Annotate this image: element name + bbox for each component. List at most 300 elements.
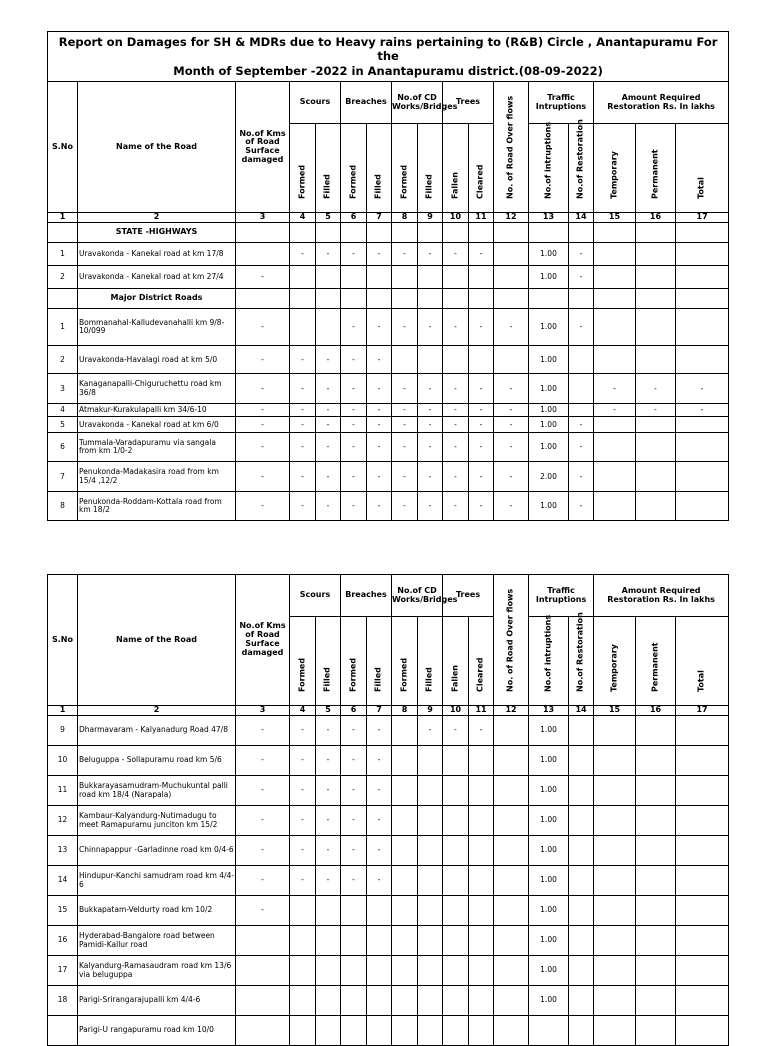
row-sno: 6	[48, 433, 78, 462]
row-damage-value: -	[469, 243, 494, 266]
row-permanent	[636, 926, 676, 956]
row-permanent	[636, 836, 676, 866]
header-trees-fallen	[443, 124, 469, 213]
row-damage-value	[341, 956, 367, 986]
report-title-line1: Report on Damages for SH & MDRs due to Heavy rains pertaining to (R&B) Circle , Anantapuramu For the	[58, 35, 718, 64]
row-road-name: Kalyandurg-Ramasaudram road km 13/6 via beluguppa	[78, 956, 236, 986]
row-kms-damaged	[236, 956, 290, 986]
row-damage-value: -	[316, 346, 341, 374]
header-road-overflows	[494, 575, 529, 706]
row-damage-value	[418, 836, 443, 866]
row-damage-value	[418, 266, 443, 289]
row-damage-value: -	[443, 374, 469, 404]
row-overflows	[494, 346, 529, 374]
row-permanent	[636, 1016, 676, 1046]
column-number: 13	[529, 706, 569, 716]
header-sno: S.No	[48, 575, 78, 706]
table-row	[48, 956, 729, 986]
row-total	[676, 986, 729, 1016]
row-damage-value: -	[469, 374, 494, 404]
row-damage-value: -	[443, 716, 469, 746]
row-damage-value: -	[443, 243, 469, 266]
table-row	[48, 462, 729, 492]
header-permanent	[636, 124, 676, 213]
table-row	[48, 866, 729, 896]
row-road-name: Kanaganapalli-Chiguruchettu road km 36/8	[78, 374, 236, 404]
row-road-name: Atmakur-Kurakulapalli km 34/6-10	[78, 404, 236, 417]
column-number: 11	[469, 213, 494, 223]
row-damage-value: -	[469, 462, 494, 492]
row-temporary	[594, 746, 636, 776]
column-number: 3	[236, 706, 290, 716]
row-permanent	[636, 806, 676, 836]
row-overflows: -	[494, 404, 529, 417]
row-total	[676, 243, 729, 266]
row-damage-value	[392, 716, 418, 746]
table-row	[48, 986, 729, 1016]
header-no-of-restoration	[569, 119, 594, 213]
row-total	[676, 776, 729, 806]
header-scours-filled	[316, 124, 341, 213]
section-spacer	[48, 289, 78, 309]
row-damage-value	[443, 746, 469, 776]
row-temporary	[594, 926, 636, 956]
row-road-name: Beluguppa - Sollapuramu road km 5/6	[78, 746, 236, 776]
row-damage-value	[418, 1016, 443, 1046]
header-permanent-label: Permanent	[650, 642, 660, 693]
row-damage-value	[290, 986, 316, 1016]
row-damage-value	[469, 776, 494, 806]
row-road-name: Parigi-U rangapuramu road km 10/0	[78, 1016, 236, 1046]
row-damage-value: -	[341, 836, 367, 866]
header-traffic-intruptions: Traffic Intruptions	[529, 575, 594, 617]
header-total	[676, 617, 729, 706]
row-intruptions: 1.00	[529, 866, 569, 896]
row-damage-value: -	[341, 243, 367, 266]
row-damage-value	[316, 956, 341, 986]
header-trees-fallen-label: Fallen	[450, 172, 460, 200]
row-damage-value: -	[316, 866, 341, 896]
row-total	[676, 462, 729, 492]
empty-cell	[529, 223, 569, 243]
header-cd-formed-label: Formed	[399, 658, 409, 693]
empty-cell	[569, 289, 594, 309]
row-damage-value: -	[316, 462, 341, 492]
row-kms-damaged	[236, 1016, 290, 1046]
row-sno: 14	[48, 866, 78, 896]
empty-cell	[290, 289, 316, 309]
header-breaches-filled-label: Filled	[373, 174, 383, 200]
row-overflows	[494, 836, 529, 866]
row-restoration	[569, 746, 594, 776]
header-temporary	[594, 617, 636, 706]
row-restoration	[569, 346, 594, 374]
header-no-of-restoration-label: No.of Restoration	[575, 612, 585, 693]
row-kms-damaged: -	[236, 266, 290, 289]
row-intruptions: 1.00	[529, 896, 569, 926]
row-temporary	[594, 866, 636, 896]
row-overflows	[494, 716, 529, 746]
row-damage-value: -	[290, 836, 316, 866]
row-damage-value: -	[290, 417, 316, 433]
report-title	[48, 32, 729, 82]
row-damage-value	[392, 986, 418, 1016]
row-restoration	[569, 986, 594, 1016]
row-damage-value	[316, 309, 341, 346]
header-permanent-label: Permanent	[650, 149, 660, 200]
column-number: 8	[392, 706, 418, 716]
row-sno: 11	[48, 776, 78, 806]
column-number: 13	[529, 213, 569, 223]
row-damage-value: -	[469, 716, 494, 746]
header-cd-filled	[418, 124, 443, 213]
header-traffic-intruptions: Traffic Intruptions	[529, 82, 594, 124]
row-temporary	[594, 492, 636, 521]
section-state-highways: STATE -HIGHWAYS	[78, 223, 236, 243]
row-total	[676, 866, 729, 896]
row-damage-value	[392, 746, 418, 776]
row-damage-value	[316, 1016, 341, 1046]
row-damage-value: -	[316, 776, 341, 806]
row-damage-value	[443, 346, 469, 374]
row-sno: 18	[48, 986, 78, 1016]
header-trees-fallen-label: Fallen	[450, 665, 460, 693]
empty-cell	[236, 223, 290, 243]
row-damage-value: -	[418, 492, 443, 521]
row-damage-value	[469, 806, 494, 836]
row-intruptions: 1.00	[529, 776, 569, 806]
row-damage-value	[469, 266, 494, 289]
header-breaches-formed-label: Formed	[348, 165, 358, 200]
table-row	[48, 243, 729, 266]
row-road-name: Kambaur-Kalyandurg-Nutimadugu to meet Ramapuramu junciton km 15/2	[78, 806, 236, 836]
row-sno: 16	[48, 926, 78, 956]
row-damage-value: -	[443, 462, 469, 492]
header-no-of-restoration	[569, 612, 594, 706]
row-damage-value: -	[418, 243, 443, 266]
row-temporary	[594, 896, 636, 926]
row-sno: 7	[48, 462, 78, 492]
row-total	[676, 266, 729, 289]
row-sno: 12	[48, 806, 78, 836]
row-damage-value: -	[367, 746, 392, 776]
row-damage-value: -	[316, 806, 341, 836]
row-road-name: Chinnapappur -Garladinne road km 0/4-6	[78, 836, 236, 866]
row-damage-value: -	[316, 433, 341, 462]
row-permanent	[636, 309, 676, 346]
row-damage-value	[469, 1016, 494, 1046]
row-kms-damaged	[236, 986, 290, 1016]
row-road-name: Penukonda-Madakasira road from km 15/4 ,12/2	[78, 462, 236, 492]
row-road-name: Uravakonda - Kanekal road at km 6/0	[78, 417, 236, 433]
row-damage-value: -	[341, 866, 367, 896]
row-intruptions: 1.00	[529, 404, 569, 417]
row-damage-value	[290, 266, 316, 289]
row-kms-damaged: -	[236, 404, 290, 417]
row-temporary	[594, 462, 636, 492]
empty-cell	[569, 223, 594, 243]
row-restoration: -	[569, 417, 594, 433]
row-temporary	[594, 417, 636, 433]
row-restoration	[569, 836, 594, 866]
row-kms-damaged: -	[236, 309, 290, 346]
row-overflows	[494, 866, 529, 896]
column-number: 15	[594, 213, 636, 223]
row-damage-value	[469, 346, 494, 374]
row-damage-value: -	[367, 776, 392, 806]
table-row	[48, 716, 729, 746]
row-damage-value	[341, 986, 367, 1016]
row-damage-value	[290, 896, 316, 926]
row-damage-value: -	[392, 462, 418, 492]
header-amount-required: Amount Required Restoration Rs. In lakhs	[594, 82, 729, 124]
row-permanent: -	[636, 404, 676, 417]
row-restoration	[569, 404, 594, 417]
row-total	[676, 309, 729, 346]
header-cd-filled	[418, 617, 443, 706]
row-damage-value: -	[290, 462, 316, 492]
header-total	[676, 124, 729, 213]
row-intruptions: 1.00	[529, 243, 569, 266]
column-number: 1	[48, 213, 78, 223]
empty-cell	[392, 289, 418, 309]
column-number: 2	[78, 706, 236, 716]
row-overflows	[494, 806, 529, 836]
row-total: -	[676, 404, 729, 417]
empty-cell	[594, 223, 636, 243]
row-permanent	[636, 433, 676, 462]
row-damage-value	[418, 776, 443, 806]
column-number: 12	[494, 706, 529, 716]
row-kms-damaged: -	[236, 374, 290, 404]
row-damage-value: -	[418, 374, 443, 404]
row-overflows	[494, 926, 529, 956]
row-damage-value: -	[469, 309, 494, 346]
table-row	[48, 746, 729, 776]
row-damage-value	[392, 1016, 418, 1046]
row-overflows: -	[494, 309, 529, 346]
row-intruptions: 1.00	[529, 986, 569, 1016]
row-temporary	[594, 776, 636, 806]
column-number: 6	[341, 213, 367, 223]
row-damage-value	[392, 266, 418, 289]
row-damage-value	[418, 896, 443, 926]
column-number: 7	[367, 706, 392, 716]
column-number: 5	[316, 213, 341, 223]
row-damage-value: -	[290, 433, 316, 462]
row-damage-value: -	[443, 417, 469, 433]
row-sno: 2	[48, 346, 78, 374]
header-road-name: Name of the Road	[78, 575, 236, 706]
row-temporary	[594, 266, 636, 289]
row-temporary	[594, 1016, 636, 1046]
row-damage-value: -	[418, 462, 443, 492]
header-no-of-restoration-label: No.of Restoration	[575, 119, 585, 200]
row-permanent	[636, 896, 676, 926]
row-kms-damaged: -	[236, 806, 290, 836]
row-damage-value: -	[341, 374, 367, 404]
row-damage-value: -	[392, 404, 418, 417]
header-scours: Scours	[290, 575, 341, 617]
column-number: 14	[569, 213, 594, 223]
row-damage-value	[443, 956, 469, 986]
column-number: 2	[78, 213, 236, 223]
row-damage-value: -	[290, 374, 316, 404]
row-damage-value: -	[341, 433, 367, 462]
row-restoration	[569, 866, 594, 896]
header-trees-cleared	[469, 124, 494, 213]
row-sno: 15	[48, 896, 78, 926]
row-temporary	[594, 433, 636, 462]
empty-cell	[443, 223, 469, 243]
column-number: 17	[676, 213, 729, 223]
row-total	[676, 806, 729, 836]
header-trees-cleared-label: Cleared	[475, 657, 485, 693]
column-number: 12	[494, 213, 529, 223]
row-permanent	[636, 462, 676, 492]
row-damage-value: -	[469, 417, 494, 433]
row-damage-value: -	[392, 433, 418, 462]
row-overflows: -	[494, 462, 529, 492]
empty-cell	[636, 223, 676, 243]
row-damage-value	[392, 926, 418, 956]
table-row	[48, 374, 729, 404]
row-damage-value: -	[392, 492, 418, 521]
row-damage-value: -	[367, 806, 392, 836]
row-damage-value: -	[367, 836, 392, 866]
header-kms-damaged: No.of Kms of Road Surface damaged	[236, 575, 290, 706]
row-intruptions: 1.00	[529, 266, 569, 289]
column-number: 10	[443, 213, 469, 223]
row-sno: 1	[48, 243, 78, 266]
row-total	[676, 926, 729, 956]
row-restoration	[569, 716, 594, 746]
row-intruptions: 1.00	[529, 806, 569, 836]
row-road-name: Bukkapatam-Veldurty road km 10/2	[78, 896, 236, 926]
row-intruptions: 1.00	[529, 716, 569, 746]
header-total-label: Total	[696, 177, 706, 200]
row-damage-value: -	[341, 417, 367, 433]
header-kms-damaged: No.of Kms of Road Surface damaged	[236, 82, 290, 213]
row-overflows	[494, 896, 529, 926]
table-row	[48, 266, 729, 289]
row-damage-value	[443, 926, 469, 956]
row-sno: 4	[48, 404, 78, 417]
row-overflows	[494, 956, 529, 986]
row-damage-value: -	[290, 806, 316, 836]
row-total	[676, 1016, 729, 1046]
row-damage-value	[443, 806, 469, 836]
row-damage-value	[469, 866, 494, 896]
row-temporary	[594, 309, 636, 346]
empty-cell	[418, 223, 443, 243]
row-damage-value: -	[341, 746, 367, 776]
row-permanent	[636, 243, 676, 266]
row-permanent	[636, 417, 676, 433]
column-number: 9	[418, 706, 443, 716]
empty-cell	[316, 289, 341, 309]
row-damage-value	[392, 896, 418, 926]
row-temporary	[594, 956, 636, 986]
row-damage-value	[469, 956, 494, 986]
header-cd-formed	[392, 124, 418, 213]
section-spacer	[48, 223, 78, 243]
row-damage-value	[392, 866, 418, 896]
row-damage-value	[316, 896, 341, 926]
row-permanent	[636, 776, 676, 806]
row-damage-value: -	[443, 404, 469, 417]
header-breaches-filled-label: Filled	[373, 667, 383, 693]
row-sno: 10	[48, 746, 78, 776]
empty-cell	[316, 223, 341, 243]
row-overflows	[494, 243, 529, 266]
row-damage-value: -	[290, 776, 316, 806]
column-number: 3	[236, 213, 290, 223]
row-damage-value: -	[443, 433, 469, 462]
row-intruptions: 1.00	[529, 926, 569, 956]
header-permanent	[636, 617, 676, 706]
row-damage-value: -	[392, 243, 418, 266]
row-road-name: Tummala-Varadapuramu via sangala from km 1/0-2	[78, 433, 236, 462]
row-damage-value	[290, 1016, 316, 1046]
row-intruptions: 1.00	[529, 417, 569, 433]
row-overflows	[494, 746, 529, 776]
header-breaches: Breaches	[341, 82, 392, 124]
header-sno: S.No	[48, 82, 78, 213]
header-cd-filled-label: Filled	[424, 174, 434, 200]
row-damage-value	[341, 896, 367, 926]
row-intruptions: 1.00	[529, 346, 569, 374]
row-damage-value: -	[316, 404, 341, 417]
row-damage-value	[290, 926, 316, 956]
row-kms-damaged: -	[236, 836, 290, 866]
header-road-overflows-label: No. of Road Over flows	[505, 589, 515, 693]
row-temporary	[594, 716, 636, 746]
row-temporary: -	[594, 374, 636, 404]
row-damage-value: -	[316, 746, 341, 776]
header-cd-formed	[392, 617, 418, 706]
row-intruptions	[529, 1016, 569, 1046]
row-damage-value	[418, 746, 443, 776]
row-damage-value: -	[469, 404, 494, 417]
table-row	[48, 926, 729, 956]
row-restoration: -	[569, 243, 594, 266]
table-row	[48, 433, 729, 462]
header-cd-works: No.of CD Works/Bridges	[392, 82, 443, 124]
row-damage-value: -	[367, 716, 392, 746]
header-scours-formed-label: Formed	[297, 658, 307, 693]
row-restoration	[569, 896, 594, 926]
row-damage-value: -	[469, 433, 494, 462]
empty-cell	[636, 289, 676, 309]
header-trees: Trees	[443, 575, 494, 617]
table-row	[48, 346, 729, 374]
row-sno: 1	[48, 309, 78, 346]
row-damage-value: -	[316, 716, 341, 746]
row-damage-value: -	[290, 243, 316, 266]
row-permanent	[636, 866, 676, 896]
row-restoration	[569, 374, 594, 404]
empty-cell	[494, 223, 529, 243]
row-intruptions: 1.00	[529, 492, 569, 521]
row-permanent	[636, 716, 676, 746]
row-total	[676, 896, 729, 926]
row-overflows	[494, 1016, 529, 1046]
column-number: 6	[341, 706, 367, 716]
column-number: 10	[443, 706, 469, 716]
row-damage-value	[443, 866, 469, 896]
row-intruptions: 1.00	[529, 746, 569, 776]
